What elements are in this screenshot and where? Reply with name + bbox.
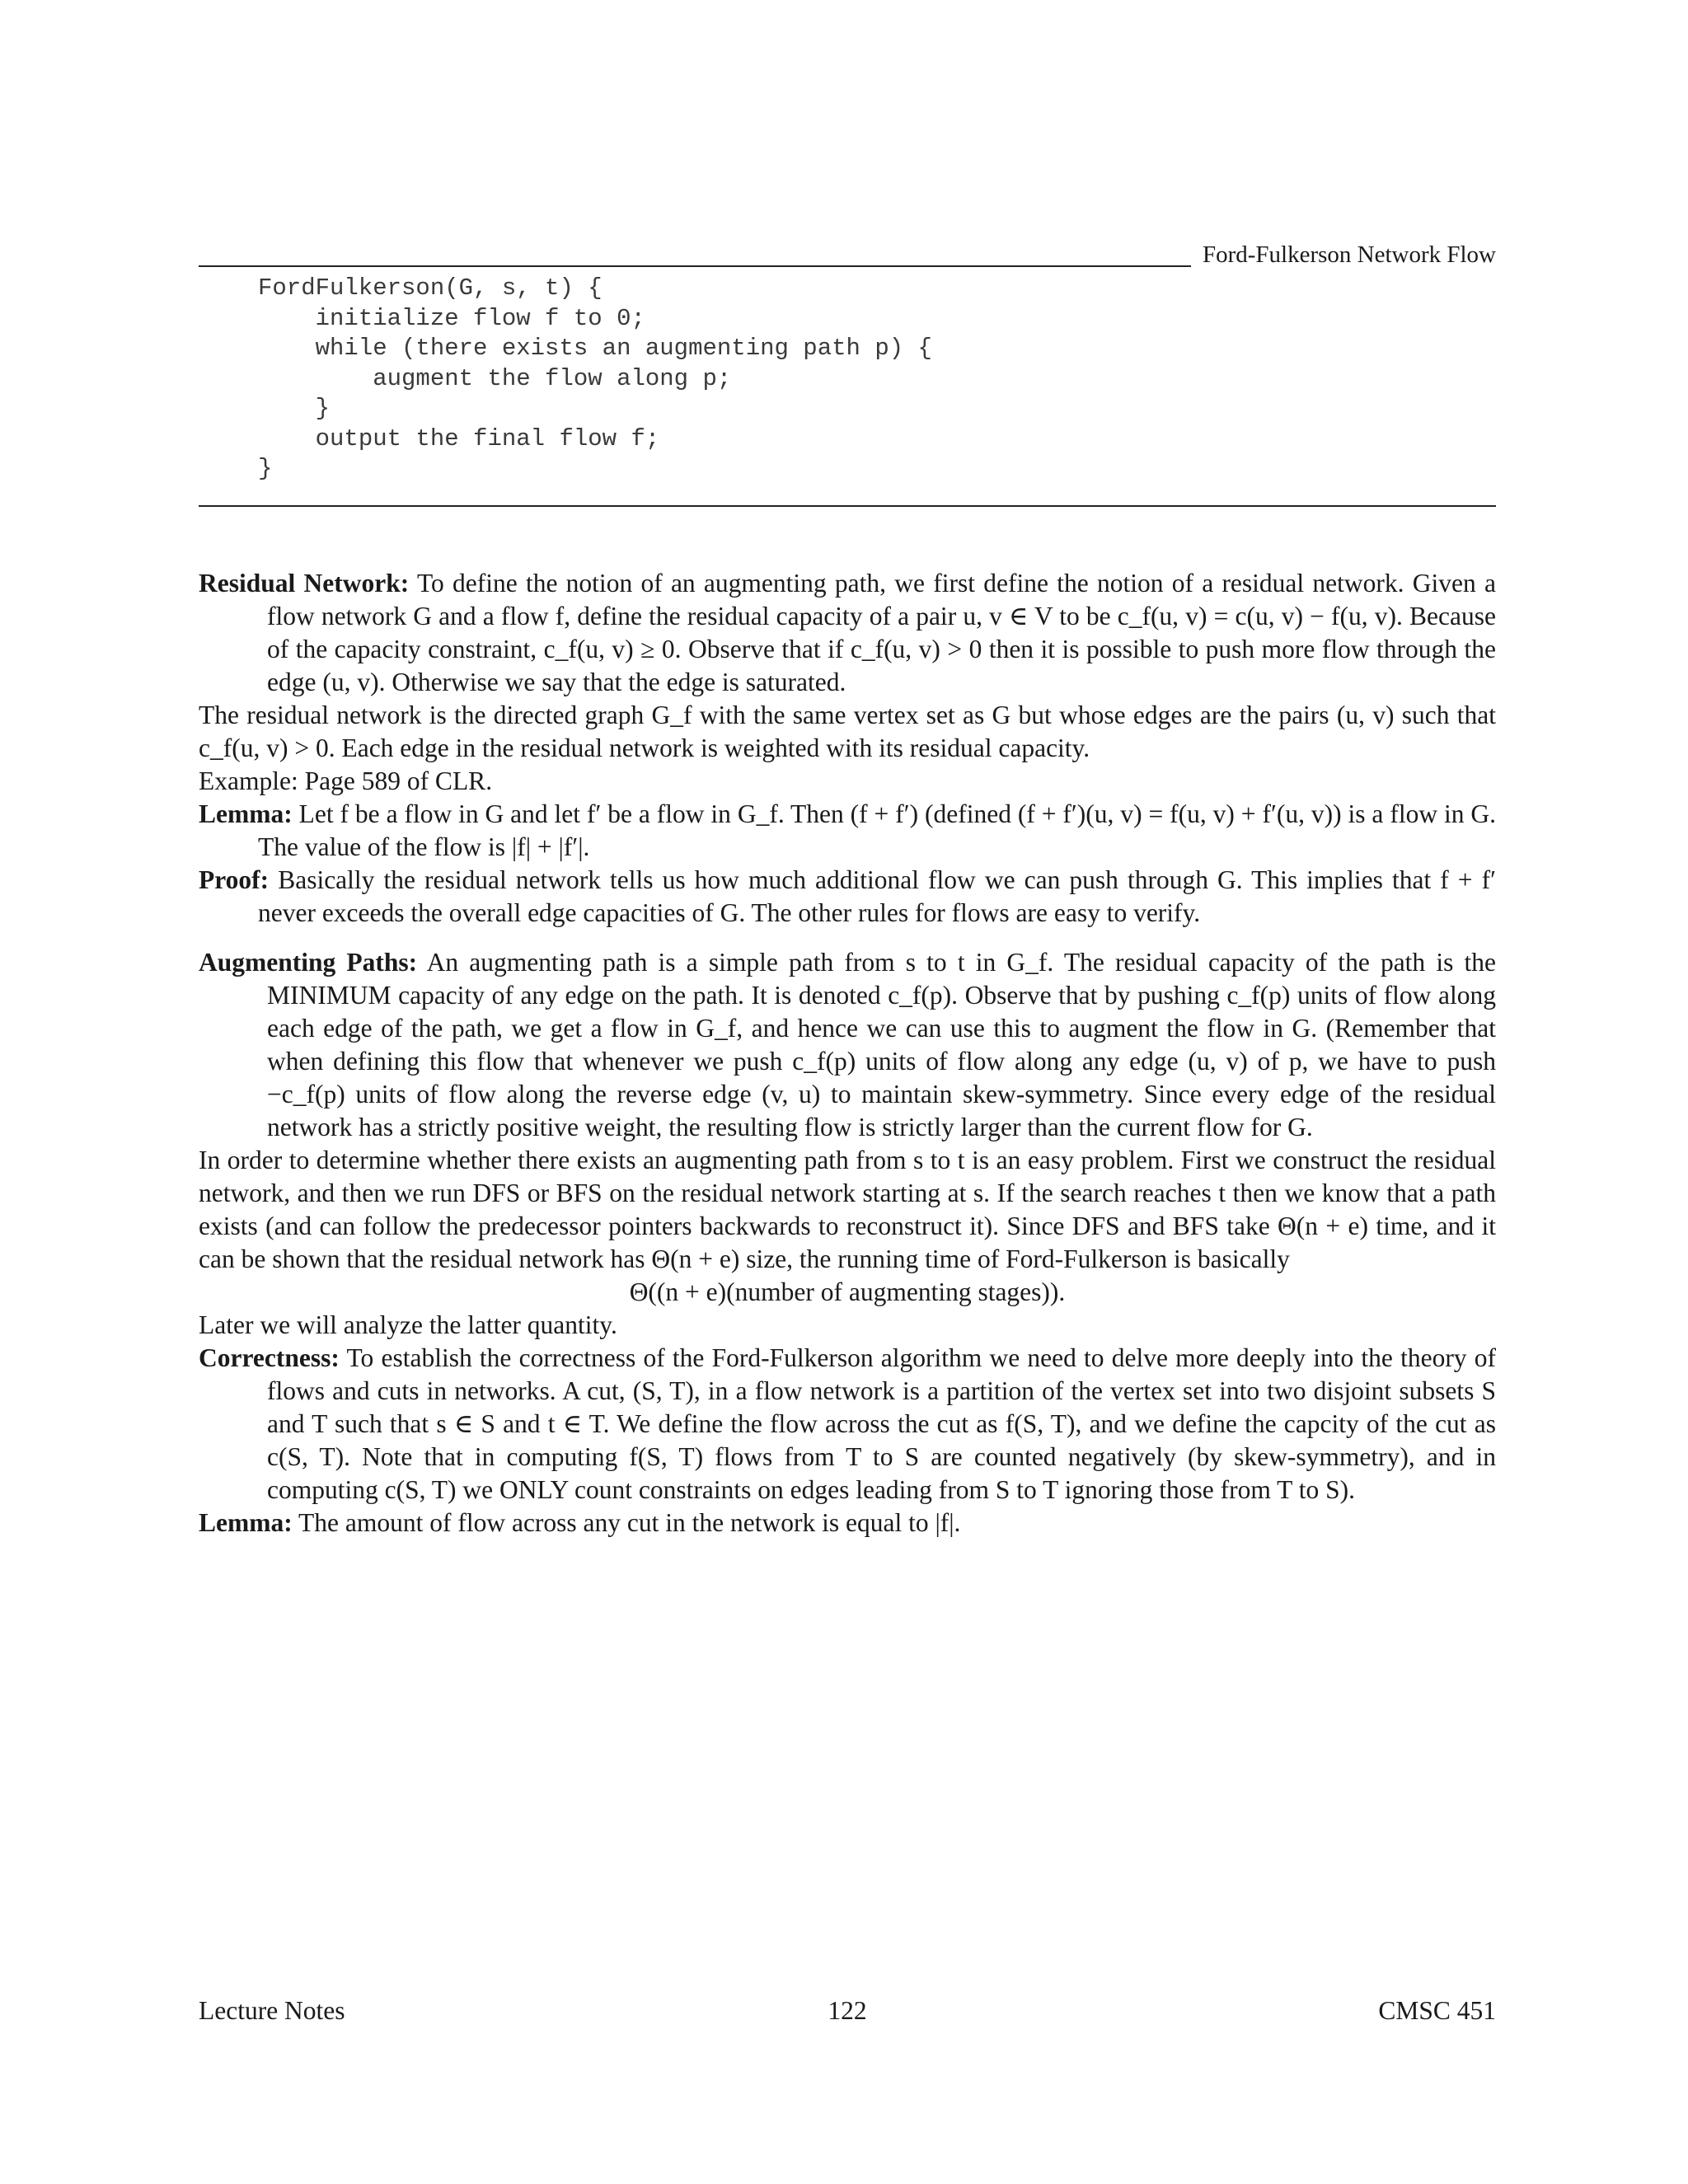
residual-network-heading: Residual Network: [199,569,410,598]
header-rule [199,265,1191,267]
code-line: } [258,455,273,482]
code-bottom-rule [199,505,1496,507]
proof-label: Proof: [199,865,270,894]
page-number: 122 [828,1996,867,2025]
code-line: FordFulkerson(G, s, t) { [258,274,603,302]
page [199,0,1496,2184]
residual-network-paragraph [199,567,1496,699]
code-line: while (there exists an augmenting path p) { [258,335,932,362]
correctness-text: To establish the correctness of the Ford-Fulkerson algorithm we need to delve more deeply into the theory of flows and cuts in networks. A cut, (S, T), in a flow network is a partition of the vertex set into two disjoint subsets S and T such that s ∈ S and t ∈ T. We define the flow across the cut as f(S, T), and we define the capcity of the cut as c(S, T). Note that in computing f(S, T) flows from T to S are counted negatively (by skew-symmetry), and in computing c(S, T) we ONLY count constraints on edges leading from S to T ignoring those from T to S). [267,1343,1496,1504]
residual-network-definition: The residual network is the directed graph G_f with the same vertex set as G but whose edges are the pairs (u, v) such that c_f(u, v) > 0. Each edge in the residual network is weighted with its residual capacity. [199,701,1496,762]
proof-text: Basically the residual network tells us how much additional flow we can push through G. This implies that f + f′ never exceeds the overall edge capacities of G. The other rules for flows are easy to verify. [258,865,1496,927]
code-block [258,274,932,485]
display-equation: Θ((n + e)(number of augmenting stages)). [629,1277,1066,1306]
augmenting-paths-text: An augmenting path is a simple path from s to t in G_f. The residual capacity of the path is the MINIMUM capacity of any edge on the path. It is denoted c_f(p). Observe that by pushing c_f(p) units of flow along each edge of the path, we get a flow in G_f, and hence we can use this to augment the flow in G. (Remember that when defining this flow that whenever we push c_f(p) units of flow along any edge (u, v) of p, we have to push −c_f(p) units of flow along the reverse edge (v, u) to maintain skew-symmetry. Since every edge of the residual network has a strictly positive weight, the resulting flow is strictly larger than the current flow for G. [267,948,1496,1141]
lemma-text: The amount of flow across any cut in the network is equal to |f|. [298,1508,961,1537]
proof-residual [199,864,1496,930]
footer-right: CMSC 451 [1378,1996,1496,2025]
body-text [199,567,1496,1540]
code-line: initialize flow f to 0; [258,304,645,332]
correctness-paragraph [199,1342,1496,1507]
lemma-cut [199,1507,1496,1540]
later-analysis-note: Later we will analyze the latter quantity. [199,1310,617,1339]
lemma-residual [199,798,1496,864]
residual-network-text: To define the notion of an augmenting path, we first define the notion of a residual network. Given a flow network G and a flow f, define the residual capacity of a pair u, v ∈ V to be c_f(u, v) = c(u, v) − f(u, v). Because of the capacity constraint, c_f(u, v) ≥ 0. Observe that if c_f(u, v) > 0 then it is possible to push more flow through the edge (u, v). Otherwise we say that the edge is saturated. [267,569,1496,696]
code-line: output the final flow f; [258,424,660,452]
augmenting-paths-search: In order to determine whether there exists an augmenting path from s to t is an easy problem. First we construct the residual network, and then we run DFS or BFS on the residual network starting at s. If the search reaches t then we know that a path exists (and can follow the predecessor pointers backwards to reconstruct it). Since DFS and BFS take Θ(n + e) time, and it can be shown that the residual network has Θ(n + e) size, the running time of Ford-Fulkerson is basically [199,1146,1496,1273]
example-reference: Example: Page 589 of CLR. [199,766,493,795]
running-header [199,241,1496,269]
footer-left: Lecture Notes [199,1996,345,2025]
code-line: } [258,395,331,422]
augmenting-paths-paragraph [199,946,1496,1144]
augmenting-paths-heading: Augmenting Paths: [199,948,418,977]
lemma-text: Let f be a flow in G and let f′ be a flow in G_f. Then (f + f′) (defined (f + f′)(u, v) = f(u, v) + f′(u, v)) is a flow in G. The value of the flow is |f| + |f′|. [258,799,1497,861]
running-title: Ford-Fulkerson Network Flow [1202,241,1496,268]
lemma-label: Lemma: [199,799,293,828]
lemma-label: Lemma: [199,1508,293,1537]
correctness-heading: Correctness: [199,1343,340,1372]
code-line: augment the flow along p; [258,364,732,392]
